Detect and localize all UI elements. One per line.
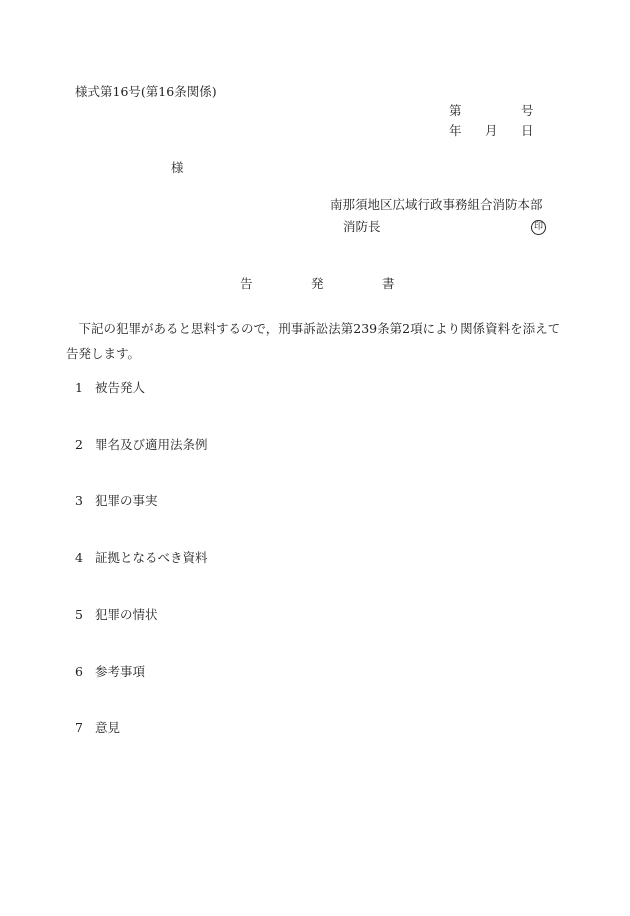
item-4	[75, 550, 208, 566]
item-number: 1	[75, 380, 83, 395]
item-number: 2	[75, 437, 83, 452]
item-number: 5	[75, 607, 83, 622]
item-label: 犯罪の事実	[95, 493, 158, 508]
item-number: 7	[75, 720, 83, 735]
number-dai: 第	[449, 103, 462, 118]
item-label: 参考事項	[95, 664, 146, 679]
item-label: 被告発人	[95, 380, 146, 395]
item-number: 4	[75, 550, 83, 565]
date-day: 日	[521, 123, 534, 138]
item-3	[75, 493, 158, 509]
title-char-2: 発	[311, 276, 324, 291]
item-5	[75, 607, 158, 623]
sender-organization: 南那須地区広域行政事務組合消防本部	[330, 197, 543, 212]
sender-title: 消防長	[343, 219, 381, 234]
item-number: 6	[75, 664, 83, 679]
form-label: 様式第16号(第16条関係)	[75, 84, 217, 99]
item-2	[75, 437, 208, 453]
date-month: 月	[485, 123, 498, 138]
seal-mark: 印	[531, 220, 546, 235]
item-7	[75, 720, 120, 736]
item-label: 意見	[95, 720, 121, 735]
item-label: 罪名及び適用法条例	[95, 437, 208, 452]
addressee-suffix: 様	[171, 160, 184, 175]
title-char-3: 書	[382, 276, 395, 291]
item-1	[75, 380, 145, 396]
date-year: 年	[449, 123, 462, 138]
title-char-1: 告	[240, 276, 253, 291]
number-go: 号	[521, 103, 534, 118]
body-paragraph: 下記の犯罪があると思料するので，刑事訴訟法第239条第2項により関係資料を添えて告発します。	[66, 321, 561, 361]
item-6	[75, 664, 145, 680]
item-number: 3	[75, 493, 83, 508]
item-label: 犯罪の情状	[95, 607, 158, 622]
item-label: 証拠となるべき資料	[95, 550, 208, 565]
